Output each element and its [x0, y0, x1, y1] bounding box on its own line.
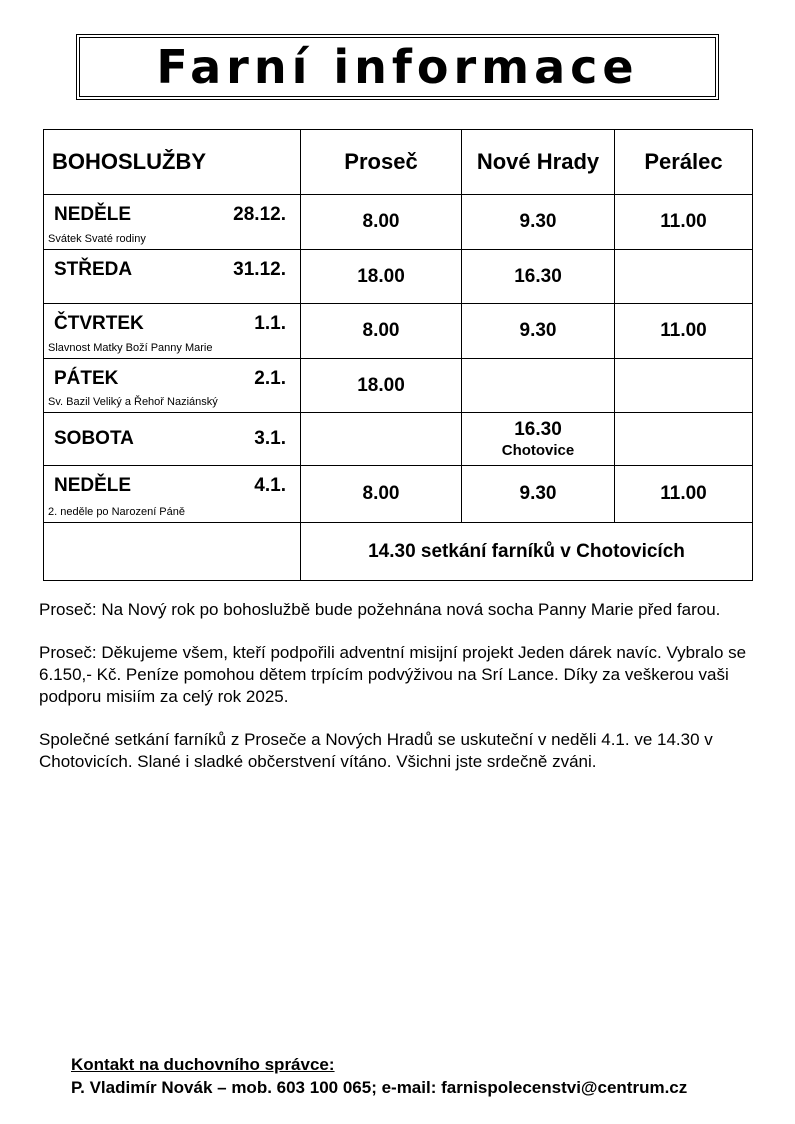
time-cell [615, 250, 753, 304]
day-date: 28.12. [233, 204, 286, 225]
day-cell [44, 359, 301, 413]
schedule-table [43, 129, 753, 581]
empty-cell [44, 523, 301, 581]
time-cell [301, 413, 462, 466]
time-cell [615, 359, 753, 413]
time-cell: 11.00 [615, 195, 753, 250]
day-date: 2.1. [254, 368, 286, 389]
table-row [44, 466, 753, 523]
table-row [44, 195, 753, 250]
table-header [44, 130, 753, 195]
day-date: 31.12. [233, 259, 286, 280]
time-cell: 18.00 [301, 250, 462, 304]
day-cell [44, 250, 301, 304]
title-frame [76, 34, 719, 100]
table-row [44, 250, 753, 304]
time-cell: 8.00 [301, 195, 462, 250]
day-date: 3.1. [254, 428, 286, 449]
day-note: 2. neděle po Narození Páně [48, 506, 185, 518]
time-cell [462, 359, 615, 413]
contact-block [71, 1053, 687, 1099]
day-cell [44, 195, 301, 250]
time-cell: 8.00 [301, 304, 462, 359]
announcement: Společné setkání farníků z Proseče a Nových Hradů se uskuteční v neděli 4.1. ve 14.30 v Chotovicích. Slané i sladké občerstvení vítáno. Všichni jste srdečně zváni. [39, 730, 713, 771]
page-title: Farní informace [79, 37, 716, 97]
time-cell [615, 413, 753, 466]
time-cell [462, 413, 615, 466]
day-name: ČTVRTEK [54, 313, 144, 334]
announcement: Proseč: Na Nový rok po bohoslužbě bude požehnána nová socha Panny Marie před farou. [39, 600, 721, 619]
time-cell: 18.00 [301, 359, 462, 413]
day-cell [44, 304, 301, 359]
contact-line: P. Vladimír Novák – mob. 603 100 065; e-mail: farnispolecenstvi@centrum.cz [71, 1078, 688, 1097]
time-cell: 16.30 [462, 250, 615, 304]
time-cell: 9.30 [462, 195, 615, 250]
announcement: Proseč: Děkujeme všem, kteří podpořili adventní misijní projekt Jeden dárek navíc. Vybralo se 6.150,- Kč. Peníze pomohou dětem trpícím podvýživou na Srí Lance. Díky za veškerou vaši podporu misiím za celý rok 2025. [39, 643, 747, 706]
day-cell [44, 466, 301, 523]
day-name: STŘEDA [54, 259, 133, 280]
day-note: Sv. Bazil Veliký a Řehoř Naziánský [48, 396, 218, 408]
contact-label: Kontakt na duchovního správce: [71, 1055, 335, 1074]
table-row [44, 359, 753, 413]
time-cell: 9.30 [462, 304, 615, 359]
day-name: NEDĚLE [54, 204, 132, 225]
table-row [44, 413, 753, 466]
time-cell: 11.00 [615, 304, 753, 359]
day-name: SOBOTA [54, 428, 134, 449]
announcements [39, 599, 759, 794]
column-prosec: Proseč [301, 130, 462, 195]
day-name: NEDĚLE [54, 475, 132, 496]
time-location: Chotovice [501, 442, 575, 459]
meeting-info: 14.30 setkání farníků v Chotovicích [301, 523, 753, 581]
time-value: 16.30 [514, 419, 562, 440]
column-peralec: Perálec [615, 130, 753, 195]
time-cell: 8.00 [301, 466, 462, 523]
day-date: 4.1. [254, 475, 286, 496]
column-nove-hrady: Nové Hrady [462, 130, 615, 195]
day-date: 1.1. [254, 313, 286, 334]
time-cell: 11.00 [615, 466, 753, 523]
day-note: Slavnost Matky Boží Panny Marie [48, 342, 213, 354]
table-footer-row [44, 523, 753, 581]
day-cell [44, 413, 301, 466]
day-note: Svátek Svaté rodiny [48, 233, 146, 245]
header-label: BOHOSLUŽBY [44, 130, 301, 195]
table-row [44, 304, 753, 359]
day-name: PÁTEK [54, 368, 119, 389]
time-cell: 9.30 [462, 466, 615, 523]
